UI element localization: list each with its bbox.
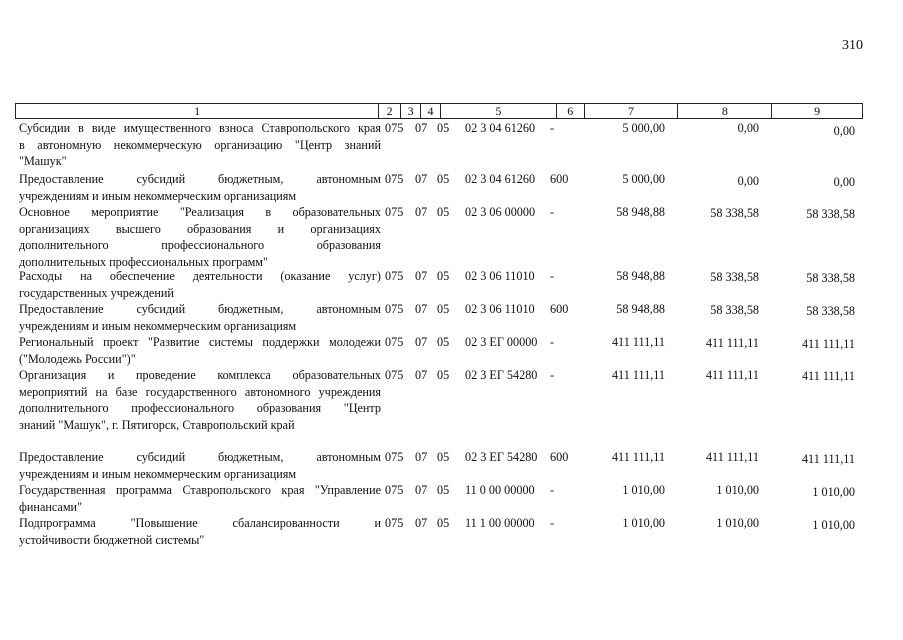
description-line: "Машук" [19,154,67,168]
cell-amount-9: 411 111,11 [801,337,855,351]
cell-amount-8: 411 111,11 [705,450,759,464]
cell-section: 07 [415,450,428,464]
cell-target-article: 11 0 00 00000 [465,483,535,497]
cell-subsection: 05 [437,172,450,186]
cell-amount-9: 411 111,11 [801,452,855,466]
cell-amount-9: 0,00 [833,124,855,138]
cell-section: 07 [415,516,428,530]
cell-subsection: 05 [437,368,450,382]
cell-subsection: 05 [437,121,450,135]
cell-target-article: 02 3 ЕГ 54280 [465,450,538,464]
cell-amount-8: 58 338,58 [710,206,759,220]
description-line: знаний "Машук", г. Пятигорск, Ставропольский край [19,417,295,432]
cell-amount-7: 411 111,11 [611,335,665,349]
cell-amount-7: 5 000,00 [622,172,665,186]
cell-amount-9: 58 338,58 [806,271,855,285]
cell-amount-9: 58 338,58 [806,304,855,318]
cell-target-article: 02 3 06 11010 [465,269,535,283]
description-line: государственных учреждений [19,285,174,300]
cell-subsection: 05 [437,302,450,316]
description-line: Субсидии в виде имущественного взноса Ставропольского края [19,121,381,135]
cell-subsection: 05 [437,335,450,349]
cell-target-article: 11 1 00 00000 [465,516,535,530]
cell-expense-type: - [550,335,555,349]
cell-amount-9: 58 338,58 [806,207,855,221]
cell-amount-8: 411 111,11 [705,368,759,382]
description-line: Организация и проведение комплекса образовательных [19,368,381,382]
cell-ministry: 075 [385,121,404,135]
cell-section: 07 [415,172,428,186]
cell-target-article: 02 3 04 61260 [465,121,536,135]
cell-expense-type: 600 [550,302,569,316]
cell-subsection: 05 [437,450,450,464]
cell-amount-7: 58 948,88 [616,302,665,316]
description-line: Предоставление субсидий бюджетным, автономным [19,172,381,186]
row-description [19,301,381,334]
description-line: в автономную некоммерческую организацию "Центр знаний [19,137,381,152]
cell-amount-7: 5 000,00 [622,121,665,135]
description-line: Государственная программа Ставропольского края "Управление [19,483,381,497]
header-col-2: 2 [379,104,401,118]
description-line: Предоставление субсидий бюджетным, автономным [19,450,381,464]
header-col-8: 8 [678,104,772,118]
page-number: 310 [842,38,863,53]
cell-amount-7: 58 948,88 [616,205,665,219]
cell-amount-8: 411 111,11 [705,336,759,350]
description-line: учреждениям и иным некоммерческим организациям [19,466,297,481]
description-line: Основное мероприятие "Реализация в образовательных [19,205,381,219]
cell-ministry: 075 [385,302,404,316]
cell-target-article: 02 3 06 00000 [465,205,536,219]
row-description [19,334,381,367]
cell-section: 07 [415,269,428,283]
cell-ministry: 075 [385,269,404,283]
description-line: дополнительного профессионального образования "Центр [19,401,381,415]
header-col-7: 7 [585,104,679,118]
cell-amount-9: 411 111,11 [801,369,855,383]
description-line: устойчивости бюджетной системы" [19,532,205,547]
description-line: учреждениям и иным некоммерческим организациям [19,188,297,203]
cell-target-article: 02 3 04 61260 [465,172,536,186]
cell-expense-type: - [550,205,555,219]
cell-amount-9: 1 010,00 [812,518,855,532]
row-description [19,268,381,301]
cell-ministry: 075 [385,172,404,186]
cell-amount-8: 58 338,58 [710,270,759,284]
cell-expense-type: - [550,368,555,382]
description-line: дополнительных профессиональных программ" [19,254,268,269]
description-line: мероприятий на базе государственного автономного учреждения [19,384,381,399]
cell-target-article: 02 3 ЕГ 54280 [465,368,538,382]
row-description [19,120,381,170]
header-col-5: 5 [441,104,557,118]
cell-ministry: 075 [385,450,404,464]
cell-amount-9: 0,00 [833,175,855,189]
cell-section: 07 [415,483,428,497]
header-col-1: 1 [16,104,379,118]
cell-amount-7: 1 010,00 [622,516,665,530]
cell-subsection: 05 [437,205,450,219]
cell-amount-7: 411 111,11 [611,450,665,464]
cell-target-article: 02 3 06 11010 [465,302,535,316]
cell-expense-type: 600 [550,172,569,186]
cell-amount-8: 0,00 [737,174,759,188]
header-col-3: 3 [401,104,421,118]
cell-expense-type: - [550,483,555,497]
cell-amount-9: 1 010,00 [812,485,855,499]
header-col-4: 4 [421,104,441,118]
description-line: учреждениям и иным некоммерческим организациям [19,318,297,333]
cell-subsection: 05 [437,269,450,283]
cell-ministry: 075 [385,335,404,349]
description-line: Подпрограмма "Повышение сбалансированности и [19,516,381,530]
row-description [19,515,381,548]
description-line: ("Молодежь России")" [19,351,136,366]
cell-ministry: 075 [385,205,404,219]
cell-amount-8: 1 010,00 [716,483,759,497]
header-col-9: 9 [814,103,821,118]
row-description [19,204,381,270]
cell-expense-type: - [550,516,555,530]
cell-amount-8: 0,00 [737,121,759,135]
cell-subsection: 05 [437,516,450,530]
description-line: Региональный проект "Развитие системы поддержки молодежи [19,335,381,349]
cell-subsection: 05 [437,483,450,497]
cell-ministry: 075 [385,516,404,530]
description-line: организациях высшего образования и организациях [19,221,381,236]
cell-ministry: 075 [385,368,404,382]
cell-section: 07 [415,121,428,135]
cell-amount-8: 1 010,00 [716,516,759,530]
cell-amount-7: 1 010,00 [622,483,665,497]
row-description [19,449,381,482]
cell-section: 07 [415,368,428,382]
cell-amount-7: 411 111,11 [611,368,665,382]
row-description [19,367,381,433]
description-line: Расходы на обеспечение деятельности (оказание услуг) [19,269,381,283]
row-description [19,171,381,204]
cell-target-article: 02 3 ЕГ 00000 [465,335,538,349]
cell-section: 07 [415,205,428,219]
description-line: Предоставление субсидий бюджетным, автономным [19,302,381,316]
cell-ministry: 075 [385,483,404,497]
cell-amount-7: 58 948,88 [616,269,665,283]
header-col-6: 6 [557,104,585,118]
cell-expense-type: - [550,121,555,135]
cell-expense-type: 600 [550,450,569,464]
table-header [15,103,863,119]
cell-section: 07 [415,302,428,316]
cell-amount-8: 58 338,58 [710,303,759,317]
row-description [19,482,381,515]
cell-expense-type: - [550,269,555,283]
cell-section: 07 [415,335,428,349]
description-line: финансами" [19,499,83,514]
description-line: дополнительного профессионального образования [19,238,381,252]
